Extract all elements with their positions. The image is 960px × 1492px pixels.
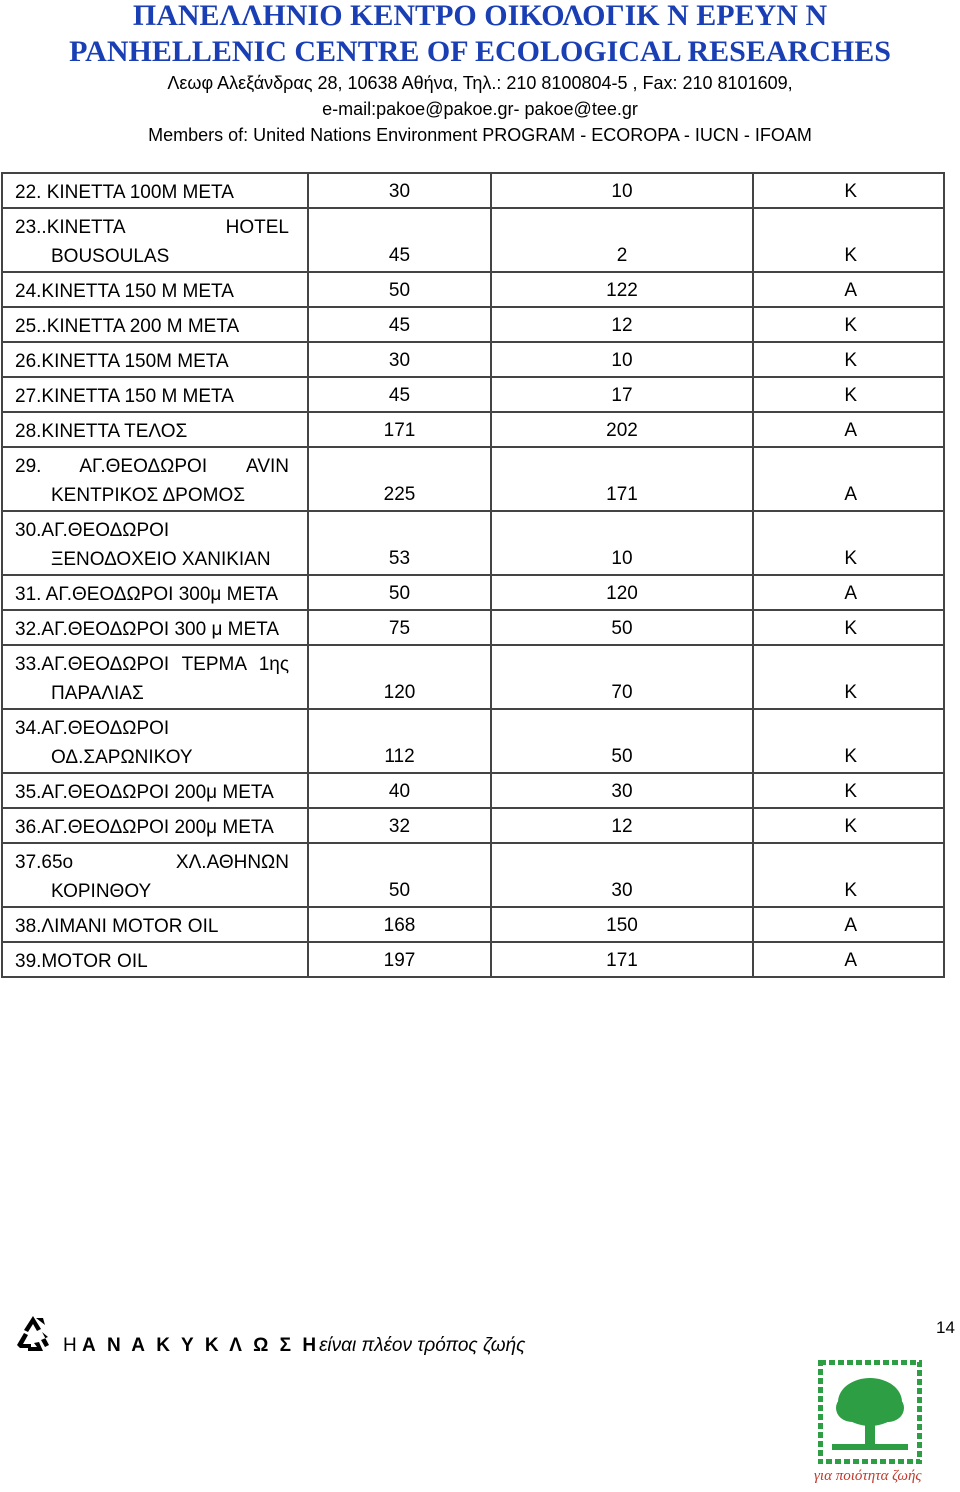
value-2-cell-text: 30 — [611, 781, 633, 802]
table-row — [2, 412, 944, 447]
address-line: Λεωφ Αλεξάνδρας 28, 10638 Αθήνα, Τηλ.: 210 8100804-5 , Fax: 210 8101609, — [167, 73, 793, 93]
value-2-cell — [491, 272, 753, 307]
value-2-cell — [491, 709, 753, 773]
value-1-cell-text: 45 — [388, 315, 411, 336]
value-2-cell — [491, 412, 753, 447]
organization-name-english: PANHELLENIC CENTRE OF ECOLOGICAL RESEARCHES — [69, 35, 891, 68]
value-1-cell — [308, 272, 491, 307]
category-cell-text: Κ — [844, 315, 857, 336]
table-row — [2, 511, 944, 575]
value-2-cell-text: 122 — [606, 280, 638, 301]
value-2-cell — [491, 575, 753, 610]
value-2-cell-text: 10 — [611, 181, 633, 202]
value-2-cell — [491, 610, 753, 645]
table-row — [2, 645, 944, 709]
value-1-cell — [308, 942, 491, 977]
value-2-cell — [491, 377, 753, 412]
location-cell-text: 31. ΑΓ.ΘΕΟΔΩΡΟΙ 300μ ΜΕΤΑ — [15, 584, 279, 605]
value-2-cell-text: 50 — [611, 746, 633, 767]
motto-tagline: είναι πλέον τρόπος ζωής — [319, 1335, 526, 1356]
table-row — [2, 843, 944, 907]
category-cell — [753, 208, 944, 272]
category-cell — [753, 942, 944, 977]
table-row — [2, 773, 944, 808]
location-cell-text: 30.ΑΓ.ΘΕΟΔΩΡΟΙ ΞΕΝΟΔΟΧΕΙΟ ΧΑΝΙΚΙΑΝ — [15, 520, 271, 570]
location-cell — [2, 709, 308, 773]
table-row — [2, 808, 944, 843]
value-2-cell-text: 10 — [611, 350, 633, 371]
table-row — [2, 342, 944, 377]
value-2-cell-text: 12 — [611, 315, 633, 336]
category-cell-text: Κ — [844, 181, 857, 202]
table-row — [2, 208, 944, 272]
value-1-cell — [308, 843, 491, 907]
location-cell-text: 32.ΑΓ.ΘΕΟΔΩΡΟΙ 300 μ ΜΕΤΑ — [15, 619, 280, 640]
value-1-cell — [308, 173, 491, 208]
category-cell — [753, 412, 944, 447]
location-cell-text: 25..ΚΙΝΕΤΤΑ 200 Μ ΜΕΤΑ — [15, 316, 240, 337]
value-1-cell-text: 45 — [388, 385, 411, 406]
location-cell-text: 29. ΑΓ.ΘΕΟΔΩΡΟΙ AVIN ΚΕΝΤΡΙΚΟΣ ΔΡΟΜΟΣ — [15, 456, 289, 506]
table-row — [2, 377, 944, 412]
location-cell — [2, 511, 308, 575]
organization-name-greek: ΠΑΝΕΛΛΗΝΙΟ ΚΕΝΤΡΟ ΟΙΚΟΛΟΓΙΚ Ν ΕΡΕΥΝ Ν — [132, 0, 828, 32]
value-1-cell-text: 30 — [388, 181, 411, 202]
category-cell — [753, 843, 944, 907]
category-cell-text: Κ — [844, 245, 857, 266]
category-cell-text: Κ — [844, 548, 857, 569]
members-line: Members of: United Nations Environment PROGRAM - ECOROPA - IUCN - IFOAM — [148, 125, 812, 145]
value-1-cell — [308, 907, 491, 942]
value-1-cell-text: 171 — [383, 420, 416, 441]
value-1-cell-text: 30 — [388, 350, 411, 371]
value-2-cell-text: 50 — [611, 618, 633, 639]
category-cell — [753, 907, 944, 942]
value-1-cell — [308, 610, 491, 645]
value-1-cell-text: 168 — [383, 915, 416, 936]
location-cell-text: 27.ΚΙΝΕΤΤΑ 150 Μ ΜΕΤΑ — [15, 386, 234, 407]
email-line: e-mail:pakoe@pakoe.gr- pakoe@tee.gr — [322, 99, 638, 119]
value-1-cell-text: 197 — [383, 950, 416, 971]
value-1-cell-text: 120 — [383, 682, 416, 703]
category-cell — [753, 575, 944, 610]
value-2-cell-text: 70 — [611, 682, 633, 703]
category-cell-text: Κ — [844, 618, 857, 639]
value-2-cell — [491, 173, 753, 208]
value-2-cell — [491, 447, 753, 511]
location-cell — [2, 342, 308, 377]
location-cell — [2, 808, 308, 843]
category-cell-text: Α — [844, 280, 857, 301]
location-cell-text: 22. ΚΙΝΕΤΤΑ 100Μ ΜΕΤΑ — [15, 182, 234, 203]
category-cell-text: Α — [844, 484, 857, 505]
category-cell-text: Α — [844, 915, 857, 936]
location-cell-text: 23..ΚΙΝΕΤΤΑ HOTEL BOUSOULAS — [15, 217, 289, 267]
location-cell — [2, 773, 308, 808]
category-cell — [753, 307, 944, 342]
value-1-cell — [308, 575, 491, 610]
value-1-cell-text: 225 — [383, 484, 416, 505]
table-row — [2, 907, 944, 942]
location-cell-text: 26.ΚΙΝΕΤΤΑ 150Μ ΜΕΤΑ — [15, 351, 229, 372]
category-cell — [753, 645, 944, 709]
category-cell-text: Κ — [844, 781, 857, 802]
value-1-cell — [308, 208, 491, 272]
category-cell-text: Κ — [844, 816, 857, 837]
category-cell — [753, 511, 944, 575]
location-cell — [2, 645, 308, 709]
value-2-cell — [491, 645, 753, 709]
value-2-cell — [491, 773, 753, 808]
location-cell — [2, 610, 308, 645]
location-cell-text: 36.ΑΓ.ΘΕΟΔΩΡΟΙ 200μ ΜΕΤΑ — [15, 817, 274, 838]
category-cell — [753, 377, 944, 412]
value-2-cell — [491, 511, 753, 575]
value-1-cell-text: 50 — [388, 880, 411, 901]
value-1-cell — [308, 307, 491, 342]
location-cell-text: 38.ΛΙΜΑΝΙ MOTOR OIL — [15, 916, 219, 937]
value-2-cell-text: 150 — [606, 915, 638, 936]
value-1-cell — [308, 412, 491, 447]
value-2-cell — [491, 942, 753, 977]
value-1-cell-text: 53 — [388, 548, 411, 569]
location-cell-text: 39.MOTOR OIL — [15, 951, 148, 972]
category-cell — [753, 773, 944, 808]
table-row — [2, 173, 944, 208]
recycling-motto — [63, 1335, 525, 1357]
location-cell — [2, 173, 308, 208]
table-row — [2, 610, 944, 645]
location-cell-text: 28.ΚΙΝΕΤΤΑ ΤΕΛΟΣ — [15, 421, 188, 442]
location-cell-text: 35.ΑΓ.ΘΕΟΔΩΡΟΙ 200μ ΜΕΤΑ — [15, 782, 274, 803]
category-cell-text: Κ — [844, 746, 857, 767]
category-cell-text: Α — [844, 420, 857, 441]
value-1-cell-text: 50 — [388, 583, 411, 604]
value-1-cell-text: 40 — [388, 781, 411, 802]
location-cell — [2, 447, 308, 511]
value-1-cell — [308, 709, 491, 773]
location-cell — [2, 307, 308, 342]
category-cell — [753, 173, 944, 208]
location-cell — [2, 377, 308, 412]
value-2-cell-text: 120 — [606, 583, 638, 604]
tree-logo-icon — [818, 1360, 922, 1464]
category-cell-text: Κ — [844, 880, 857, 901]
value-2-cell-text: 202 — [606, 420, 638, 441]
value-1-cell — [308, 447, 491, 511]
value-2-cell — [491, 907, 753, 942]
location-cell — [2, 412, 308, 447]
category-cell — [753, 342, 944, 377]
value-1-cell-text: 75 — [388, 618, 411, 639]
table-row — [2, 272, 944, 307]
table-row — [2, 575, 944, 610]
value-1-cell — [308, 645, 491, 709]
value-2-cell — [491, 843, 753, 907]
motto-recycling-word: Α Ν Α Κ Υ Κ Λ Ω Σ Η — [82, 1335, 320, 1356]
value-1-cell — [308, 773, 491, 808]
location-cell-text: 34.ΑΓ.ΘΕΟΔΩΡΟΙ ΟΔ.ΣΑΡΩΝΙΚΟΥ — [15, 718, 193, 768]
measurements-table — [1, 172, 945, 978]
recycle-icon — [12, 1313, 54, 1355]
value-2-cell — [491, 808, 753, 843]
location-cell — [2, 575, 308, 610]
location-cell-text: 33.ΑΓ.ΘΕΟΔΩΡΟΙ ΤΕΡΜΑ 1ης ΠΑΡΑΛΙΑΣ — [15, 654, 289, 704]
category-cell — [753, 272, 944, 307]
table-row — [2, 447, 944, 511]
category-cell-text: Κ — [844, 350, 857, 371]
value-2-cell-text: 30 — [611, 880, 633, 901]
letterhead — [0, 0, 960, 148]
value-1-cell — [308, 377, 491, 412]
category-cell-text: Α — [844, 583, 857, 604]
category-cell-text: Κ — [844, 682, 857, 703]
table-row — [2, 942, 944, 977]
value-1-cell-text: 45 — [388, 245, 411, 266]
location-cell-text: 24.ΚΙΝΕΤΤΑ 150 Μ ΜΕΤΑ — [15, 281, 234, 302]
location-cell-text: 37.65ο ΧΛ.ΑΘΗΝΩΝ ΚΟΡΙΝΘΟΥ — [15, 852, 289, 902]
value-2-cell — [491, 342, 753, 377]
logo-slogan: για ποιότητα ζωής — [814, 1468, 922, 1484]
value-2-cell-text: 2 — [616, 245, 628, 266]
location-cell — [2, 907, 308, 942]
value-1-cell-text: 32 — [388, 816, 411, 837]
location-cell — [2, 208, 308, 272]
value-1-cell — [308, 342, 491, 377]
table-row — [2, 307, 944, 342]
location-cell — [2, 942, 308, 977]
category-cell — [753, 808, 944, 843]
motto-prefix: Η — [63, 1335, 82, 1356]
value-2-cell-text: 171 — [606, 484, 638, 505]
value-2-cell — [491, 208, 753, 272]
category-cell — [753, 610, 944, 645]
value-1-cell — [308, 808, 491, 843]
category-cell — [753, 709, 944, 773]
location-cell — [2, 843, 308, 907]
value-2-cell-text: 12 — [611, 816, 633, 837]
value-1-cell-text: 50 — [388, 280, 411, 301]
category-cell — [753, 447, 944, 511]
page-number: 14 — [936, 1318, 955, 1337]
value-1-cell — [308, 511, 491, 575]
table-row — [2, 709, 944, 773]
value-1-cell-text: 112 — [384, 746, 415, 767]
location-cell — [2, 272, 308, 307]
value-2-cell-text: 171 — [606, 950, 638, 971]
category-cell-text: Κ — [844, 385, 857, 406]
value-2-cell — [491, 307, 753, 342]
value-2-cell-text: 10 — [611, 548, 633, 569]
value-2-cell-text: 17 — [611, 385, 633, 406]
category-cell-text: Α — [844, 950, 857, 971]
